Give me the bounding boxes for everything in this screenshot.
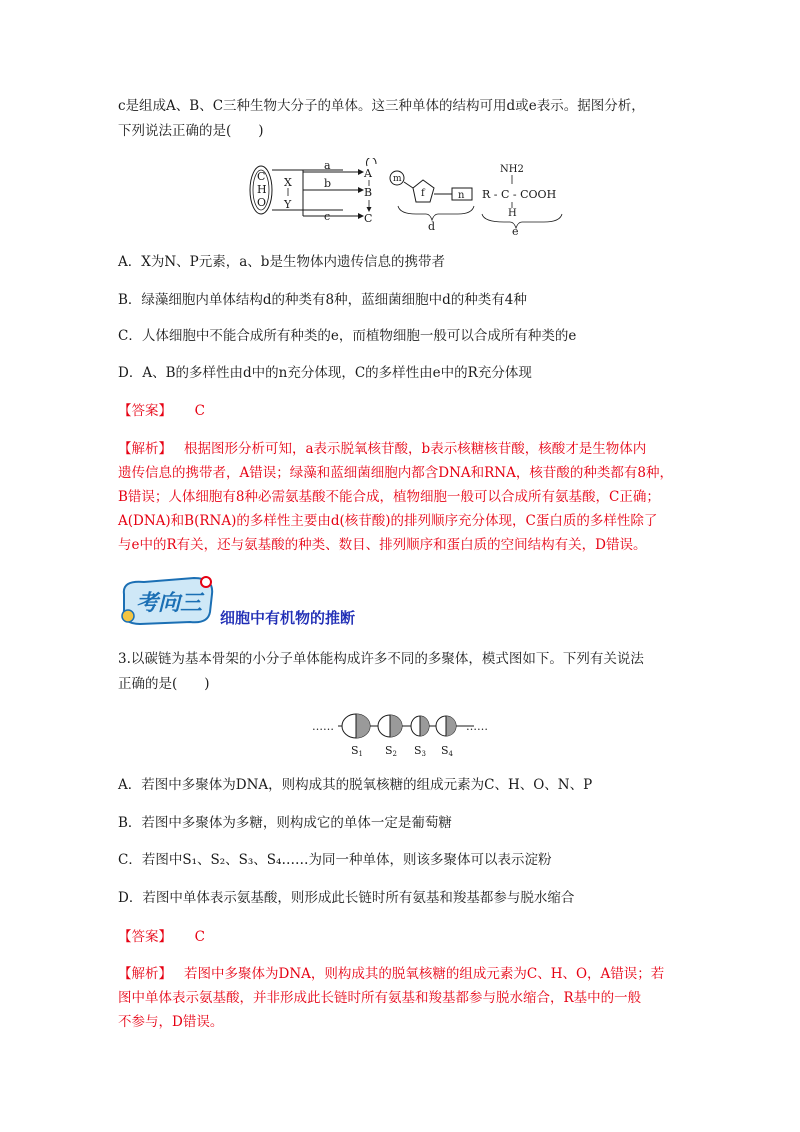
product-b: B: [364, 186, 373, 199]
q3-analysis-tag: 【解析】: [118, 966, 172, 982]
h-label: H: [508, 208, 517, 219]
q3-answer-tag: 【答案】: [118, 929, 172, 945]
label-s2: S2: [385, 744, 398, 758]
q2-option-c: C．人体细胞中不能合成所有种类的e，而植物细胞一般可以合成所有种类的e: [118, 328, 577, 344]
circle-letter-c: C: [257, 170, 266, 183]
q2-answer-row: [118, 400, 205, 422]
product-a: A: [364, 167, 372, 180]
q2-analysis-tag: 【解析】: [118, 441, 172, 457]
m-label: m: [393, 174, 402, 184]
q3-option-b: B．若图中多聚体为多糖，则构成它的单体一定是葡萄糖: [118, 815, 452, 831]
q2-answer-value: C: [194, 403, 205, 419]
q2-option-a: A．X为N、P元素，a、b是生物体内遗传信息的携带者: [118, 254, 445, 270]
circle-letter-o: O: [257, 196, 267, 209]
q3-analysis-line: 图中单体表示氨基酸，并非形成此长链时所有氨基和羧基都参与脱水缩合，R基中的一般: [118, 990, 642, 1006]
q2-option-b: B．绿藻细胞内单体结构d的种类有8种，蓝细菌细胞中d的种类有4种: [118, 292, 527, 308]
q3-analysis-line: 不参与，D错误。: [118, 1014, 224, 1030]
q3-answer-value: C: [194, 929, 205, 945]
e-label: e: [512, 225, 519, 236]
q3-stem-line1: 3.以碳链为基本骨架的小分子单体能构成许多不同的多聚体，模式图如下。下列有关说法: [118, 651, 644, 667]
q3-polymer-figure: [310, 710, 500, 758]
q3-option-d: D．若图中单体表示氨基酸，则形成此长链时所有氨基和羧基都参与脱水缩合: [118, 890, 575, 906]
product-c: C: [364, 212, 373, 225]
nh2-label: NH2: [500, 164, 524, 175]
amino-line: R - C - COOH: [482, 188, 557, 201]
arrow-label-b: b: [324, 177, 332, 190]
label-s3: S3: [414, 744, 427, 758]
q2-analysis: [118, 437, 688, 557]
d-brace: [398, 206, 474, 220]
arrow-label-a: a: [324, 159, 331, 172]
badge-text: 考向三: [136, 590, 203, 616]
section-badge: [114, 572, 224, 630]
q2-structure-figure: [248, 158, 568, 236]
n-label: n: [458, 190, 465, 201]
section-title: 细胞中有机物的推断: [220, 609, 356, 627]
circle-letter-h: H: [257, 183, 267, 196]
label-s4: S4: [441, 744, 454, 758]
q2-stem-line1: c是组成A、B、C三种生物大分子的单体。这三种单体的结构可用d或e表示。据图分析，: [118, 98, 645, 114]
q3-analysis: [118, 962, 688, 1034]
q2-answer-tag: 【答案】: [118, 403, 172, 419]
q3-stem-line2: 正确的是( ): [118, 676, 210, 692]
badge-ring-top: [201, 577, 211, 587]
e-brace: [482, 214, 562, 228]
y-label: Y: [284, 198, 292, 211]
q3-option-a: A．若图中多聚体为DNA，则构成其的脱氧核糖的组成元素为C、H、O、N、P: [118, 777, 593, 793]
arrow-label-c: c: [324, 210, 331, 223]
q2-analysis-line: A(DNA)和B(RNA)的多样性主要由d(核苷酸)的排列顺序充分体现，C蛋白质的多样性除了: [118, 513, 658, 529]
d-label: d: [428, 220, 436, 233]
dots-left: ……: [312, 720, 334, 733]
q2-analysis-line: 与e中的R有关，还与氨基酸的种类、数目、排列顺序和蛋白质的空间结构有关，D错误。: [118, 537, 647, 553]
q2-analysis-line: 遗传信息的携带者，A错误；绿藻和蓝细菌细胞内都含DNA和RNA，核苷酸的种类都有8种，: [118, 465, 673, 481]
q3-analysis-line: 【解析】 若图中多聚体为DNA，则构成其的脱氧核糖的组成元素为C、H、O，A错误；若: [118, 966, 665, 982]
badge-coin-left: [122, 610, 134, 622]
dots-right: ……: [466, 720, 488, 733]
q2-analysis-line: B错误；人体细胞有8种必需氨基酸不能合成，植物细胞一般可以合成所有氨基酸，C正确；: [118, 489, 660, 505]
q3-option-c: C．若图中S₁、S₂、S₃、S₄……为同一种单体，则该多聚体可以表示淀粉: [118, 852, 552, 868]
x-label: X: [284, 176, 292, 189]
q2-analysis-line: 【解析】 根据图形分析可知，a表示脱氧核苷酸，b表示核糖核苷酸，核酸才是生物体内: [118, 441, 647, 457]
f-label: f: [421, 188, 425, 199]
q3-answer-row: [118, 926, 205, 948]
q2-option-d: D．A、B的多样性由d中的n充分体现，C的多样性由e中的R充分体现: [118, 365, 532, 381]
label-s1: S1: [351, 744, 364, 758]
q2-stem-line2: 下列说法正确的是( ): [118, 123, 264, 139]
